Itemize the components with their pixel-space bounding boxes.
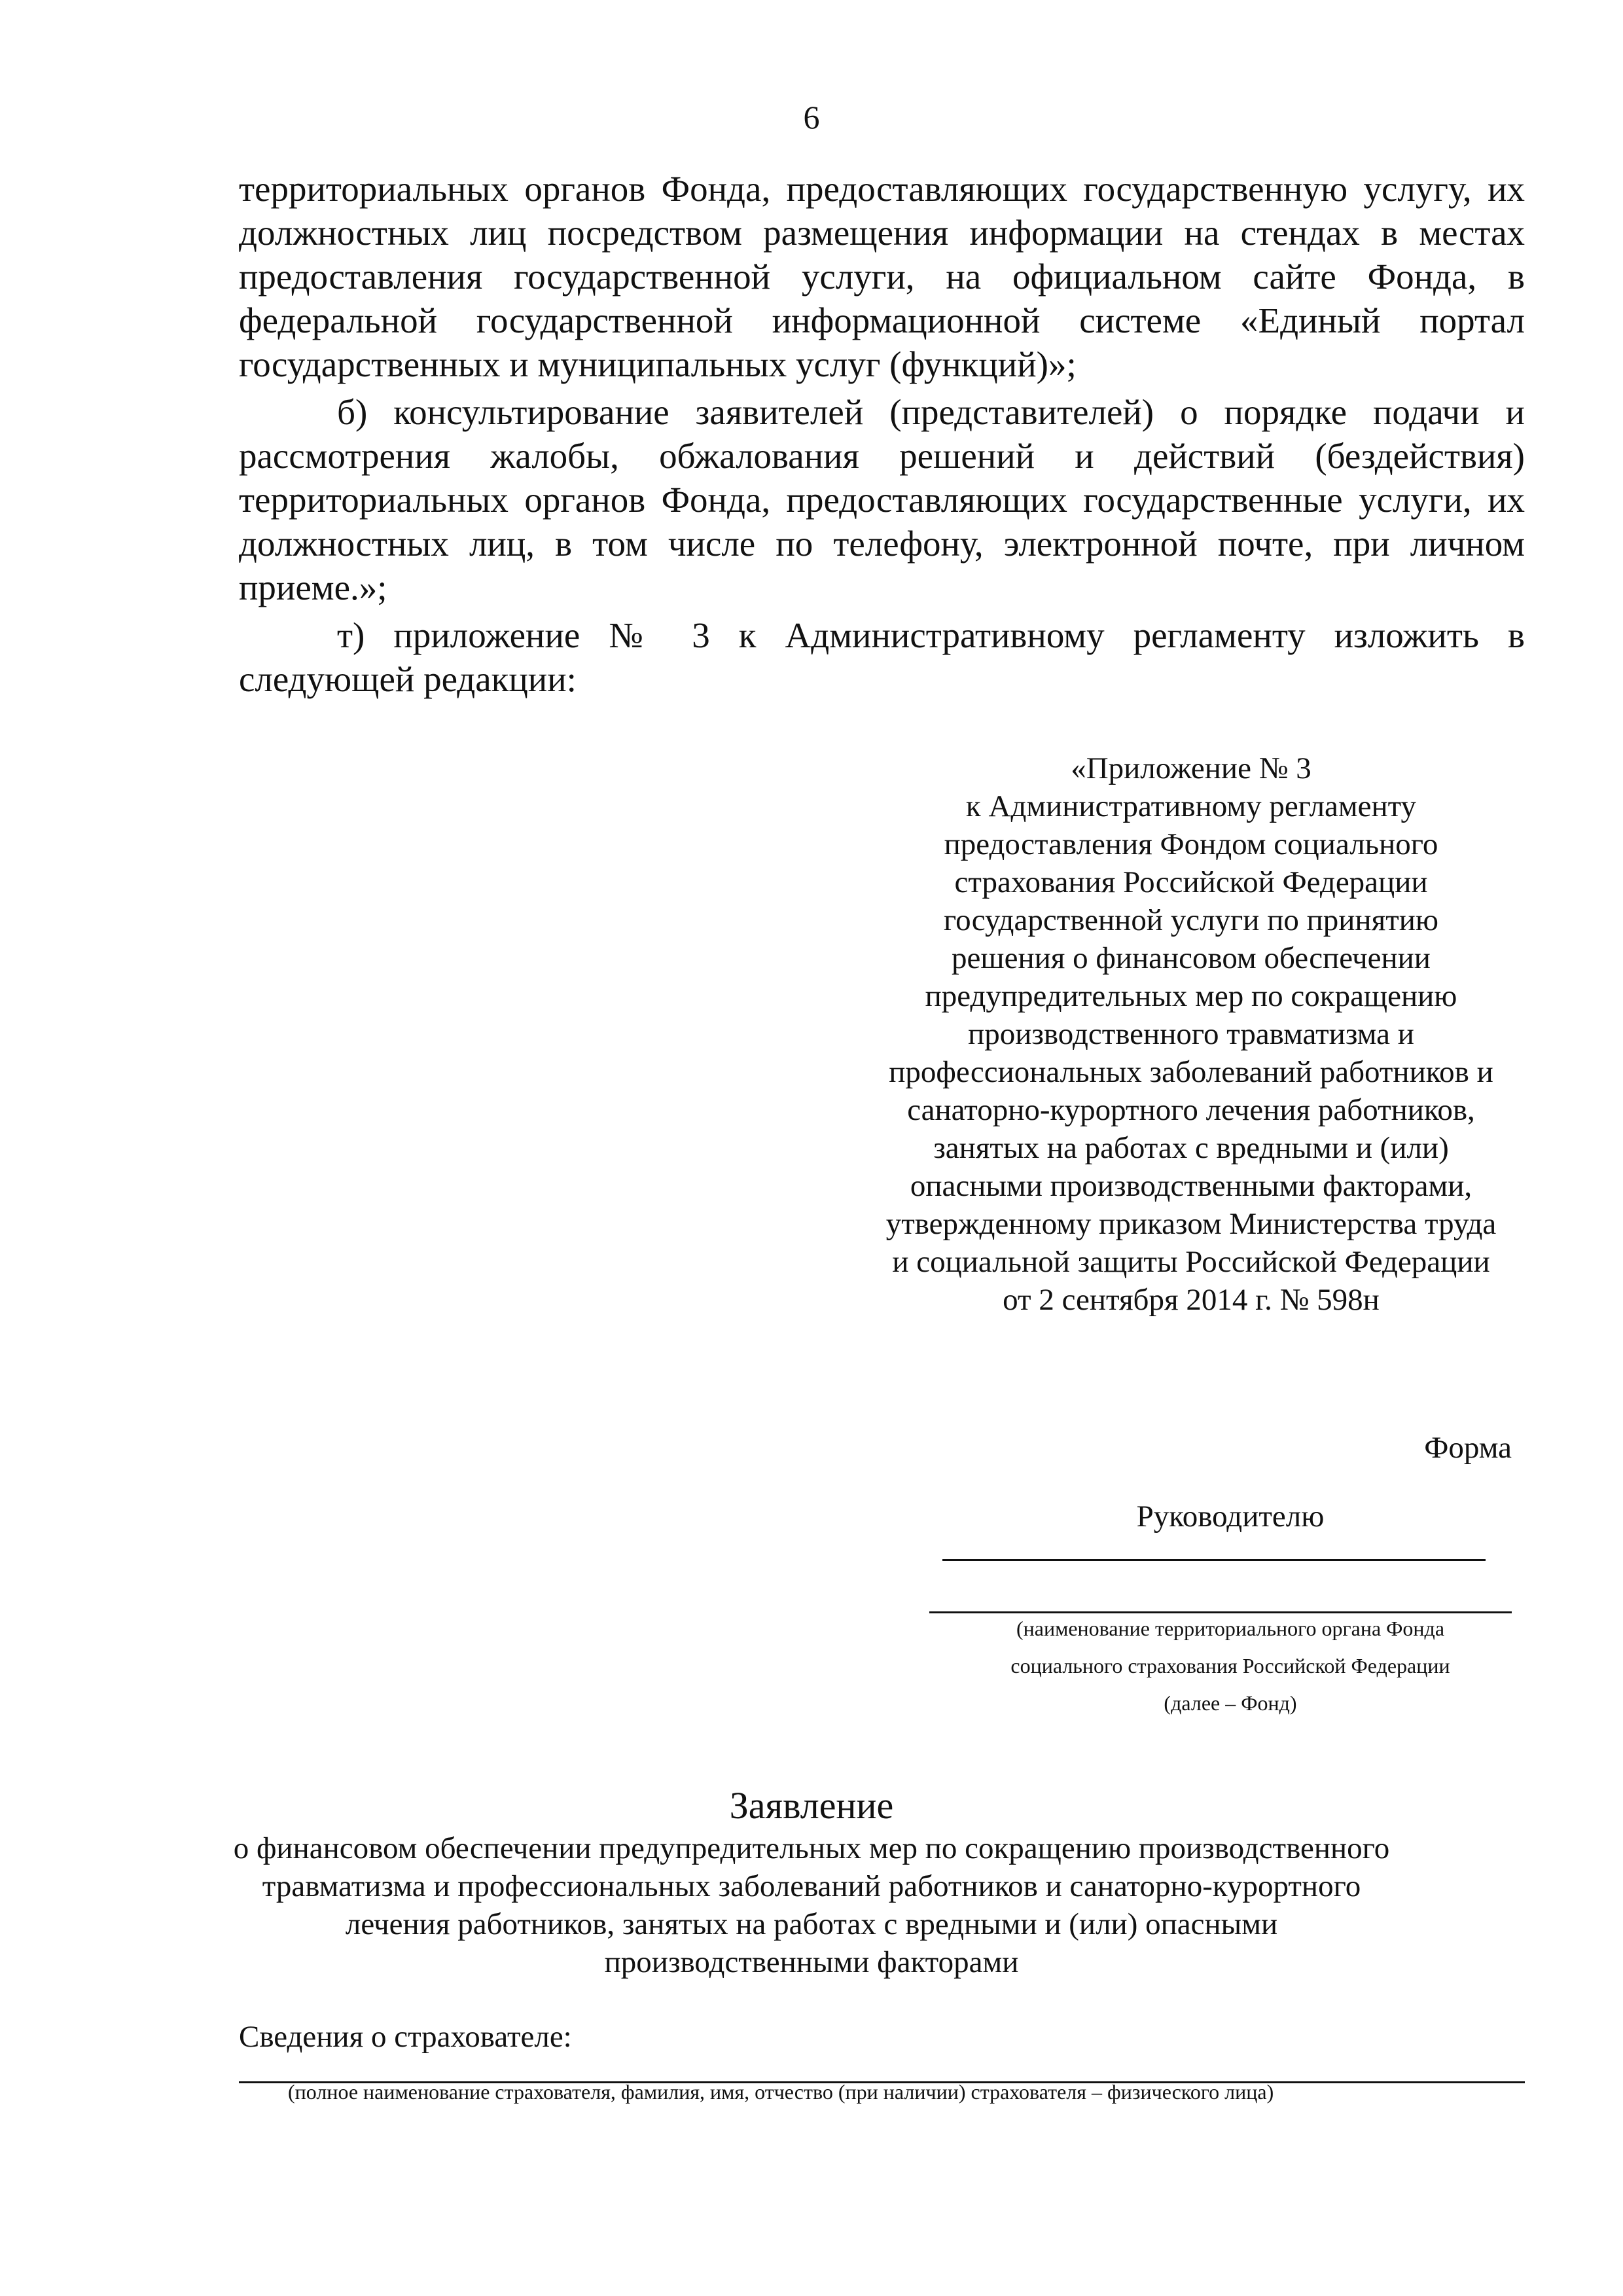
appendix-line: санаторно-курортного лечения работников, [907,1093,1475,1127]
appendix-line: предоставления Фондом социального [944,827,1438,861]
appendix-header [857,749,1525,1319]
appendix-line: опасными производственными факторами, [910,1169,1472,1203]
insurer-label: Сведения о страхователе: [239,2020,572,2054]
appendix-line: страхования Российской Федерации [954,865,1428,899]
appendix-line: от 2 сентября 2014 г. № 598н [1003,1283,1380,1317]
recipient-fill-line [942,1559,1486,1561]
appendix-line: и социальной защиты Российской Федерации [892,1245,1490,1279]
appendix-line: решения о финансовом обеспечении [952,941,1431,975]
recipient-note [929,1610,1531,1722]
recipient-note-line: социального страхования Российской Федерации [1010,1654,1450,1677]
subtitle-line: производственными факторами [604,1945,1019,1979]
document-title: Заявление [729,1784,894,1827]
appendix-line: предупредительных мер по сокращению [925,979,1457,1013]
appendix-line: утвержденному приказом Министерства труда [885,1207,1497,1241]
appendix-line: «Приложение № 3 [1071,751,1311,785]
appendix-line: производственного травматизма и [968,1017,1414,1051]
appendix-line: занятых на работах с вредными и (или) [933,1131,1449,1165]
body-paragraph-3: т) приложение № 3 к Административному регламенту изложить в следующей редакции: [239,615,1525,699]
subtitle-line: травматизма и профессиональных заболеваний работников и санаторно-курортного [262,1869,1361,1903]
recipient-label: Руководителю [1136,1499,1325,1534]
document-subtitle [196,1829,1427,1981]
subtitle-line: о финансовом обеспечении предупредительных мер по сокращению производственного [233,1831,1390,1865]
body-paragraph-1: территориальных органов Фонда, предоставляющих государственную услугу, их должностных лиц посредством размещения информации на стендах в местах предоставления государственной услуги, на официальном сайте Фонда, в федеральной государственной информационной системе «Единый портал государственных и муниципальных услуг (функций)»; [239,169,1525,384]
form-label: Форма [1424,1431,1512,1465]
appendix-line: государственной услуги по принятию [944,903,1438,937]
subtitle-line: лечения работников, занятых на работах с вредными и (или) опасными [345,1907,1278,1941]
insurer-note: (полное наименование страхователя, фамилия, имя, отчество (при наличии) страхователя – физического лица) [288,2080,1274,2104]
body-paragraph-2: б) консультирование заявителей (представителей) о порядке подачи и рассмотрения жалобы, обжалования решений и действий (бездействия) территориальных органов Фонда, предоставляющих государственные услуги, их должностных лиц, в том числе по телефону, электронной почте, при личном приеме.»; [239,392,1525,607]
page-number: 6 [803,99,820,135]
appendix-line: к Административному регламенту [965,789,1417,823]
appendix-line: профессиональных заболеваний работников и [889,1055,1493,1089]
recipient-note-line: (далее – Фонд) [1164,1691,1297,1715]
recipient-note-line: (наименование территориального органа Фонда [1016,1617,1445,1640]
body-text [239,167,1525,705]
